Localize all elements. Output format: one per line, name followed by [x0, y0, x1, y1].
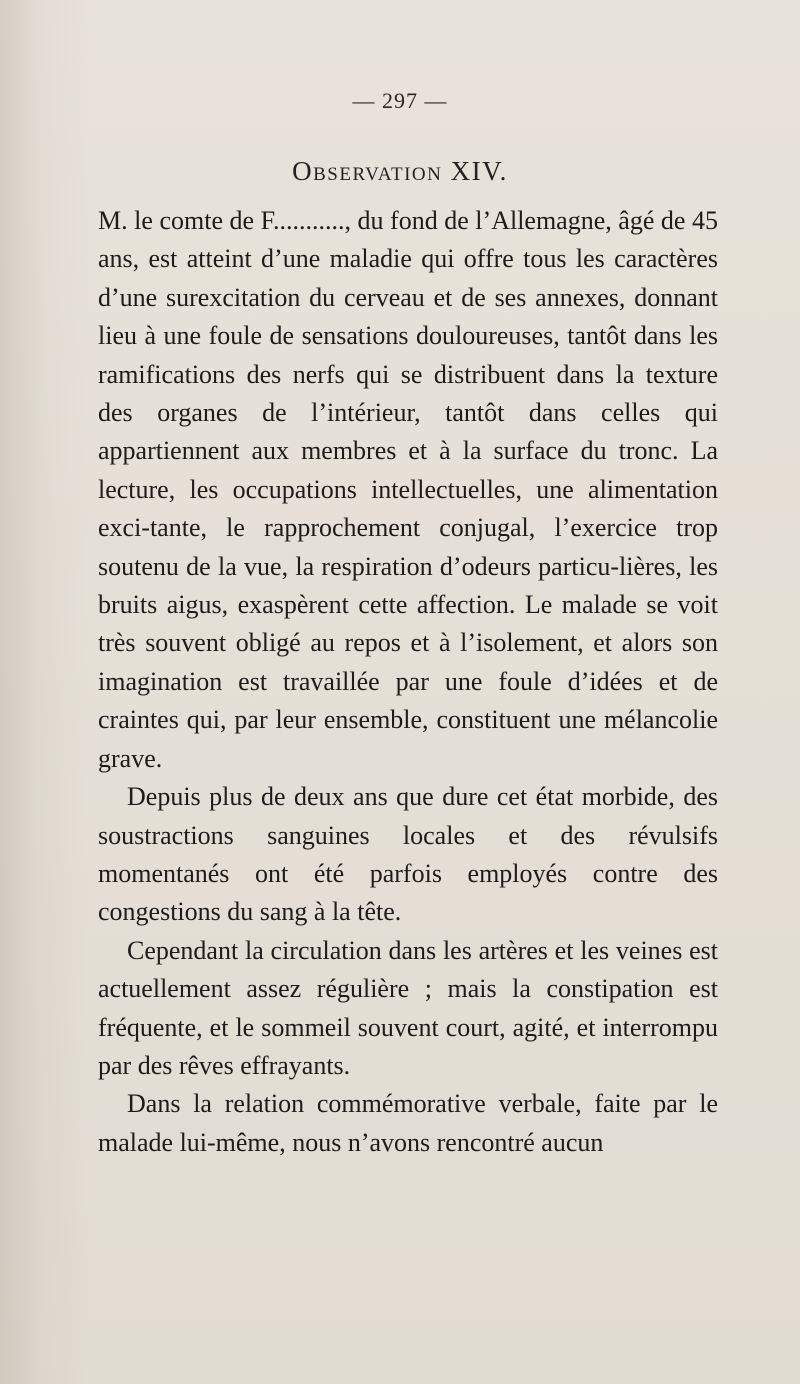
paragraph: M. le comte de F..........., du fond de l’Allemagne, âgé de 45 ans, est atteint d’une maladie qui offre tous les caractères d’une surexcitation du cerveau et de ses annexes, donnant lieu à une foule de sensations douloureuses, tantôt dans les ramifications des nerfs qui se distribuent dans la texture des organes de l’intérieur, tantôt dans celles qui appartiennent aux membres et à la surface du tronc. La lecture, les occupations intellectuelles, une alimentation exci-tante, le rapprochement conjugal, l’exercice trop soutenu de la vue, la respiration d’odeurs particu-lières, les bruits aigus, exaspèrent cette affection. Le malade se voit très souvent obligé au repos et à l’isolement, et alors son imagination est travaillée par une foule d’idées et de craintes qui, par leur ensemble, constituent une mélancolie grave. — [98, 206, 718, 773]
section-heading: Observation XIV. — [292, 156, 508, 186]
paragraph: Dans la relation commémorative verbale, faite par le malade lui-même, nous n’avons rencontré aucun — [98, 1089, 718, 1157]
body-text — [98, 202, 718, 1162]
paragraph: Depuis plus de deux ans que dure cet état morbide, des soustractions sanguines locales et des révulsifs momentanés ont été parfois employés contre des congestions du sang à la tête. — [98, 782, 718, 927]
page-number: — 297 — — [352, 88, 448, 113]
paragraph: Cependant la circulation dans les artères et les veines est actuellement assez régulière ; mais la constipation est fréquente, et le sommeil souvent court, agité, et interrompu par des rêves effrayants. — [98, 935, 718, 1080]
